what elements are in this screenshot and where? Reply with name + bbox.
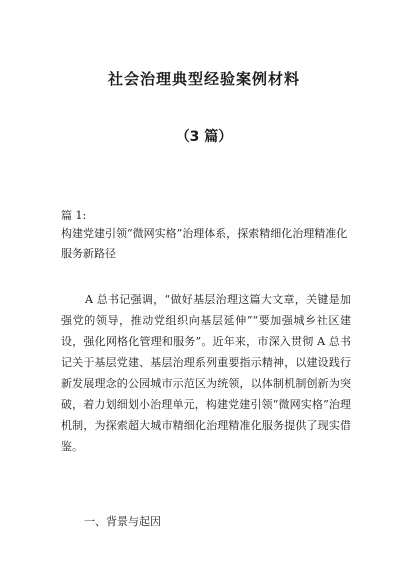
article-subtitle: 构建党建引领“微网实格”治理体系，探索精细化治理精准化服务新路径 bbox=[61, 227, 348, 260]
body-paragraph: A 总书记强调，“做好基层治理这篇大文章，关键是加强党的领导，推动党组织向基层延伸”“要加强城乡社区建设，强化网格化管理和服务”。近年来，市深入贯彻 A 总书记关于基层党建、基层治理系列重要指示精神，以建设践行新发展理念的公园城市示范区为统领，以体制机制创新为突破，着力划细划小治理单元，构建党建引领“微网实格”治理机制，为探索超大城市精细化治理精准化服务提供了现实借鉴。 bbox=[61, 293, 351, 453]
article-label: 篇 1: bbox=[61, 209, 87, 222]
document-title: 社会治理典型经验案例材料 bbox=[107, 70, 300, 88]
section-heading: 一、背景与起因 bbox=[84, 515, 161, 528]
article-count: （3 篇） bbox=[175, 129, 233, 145]
